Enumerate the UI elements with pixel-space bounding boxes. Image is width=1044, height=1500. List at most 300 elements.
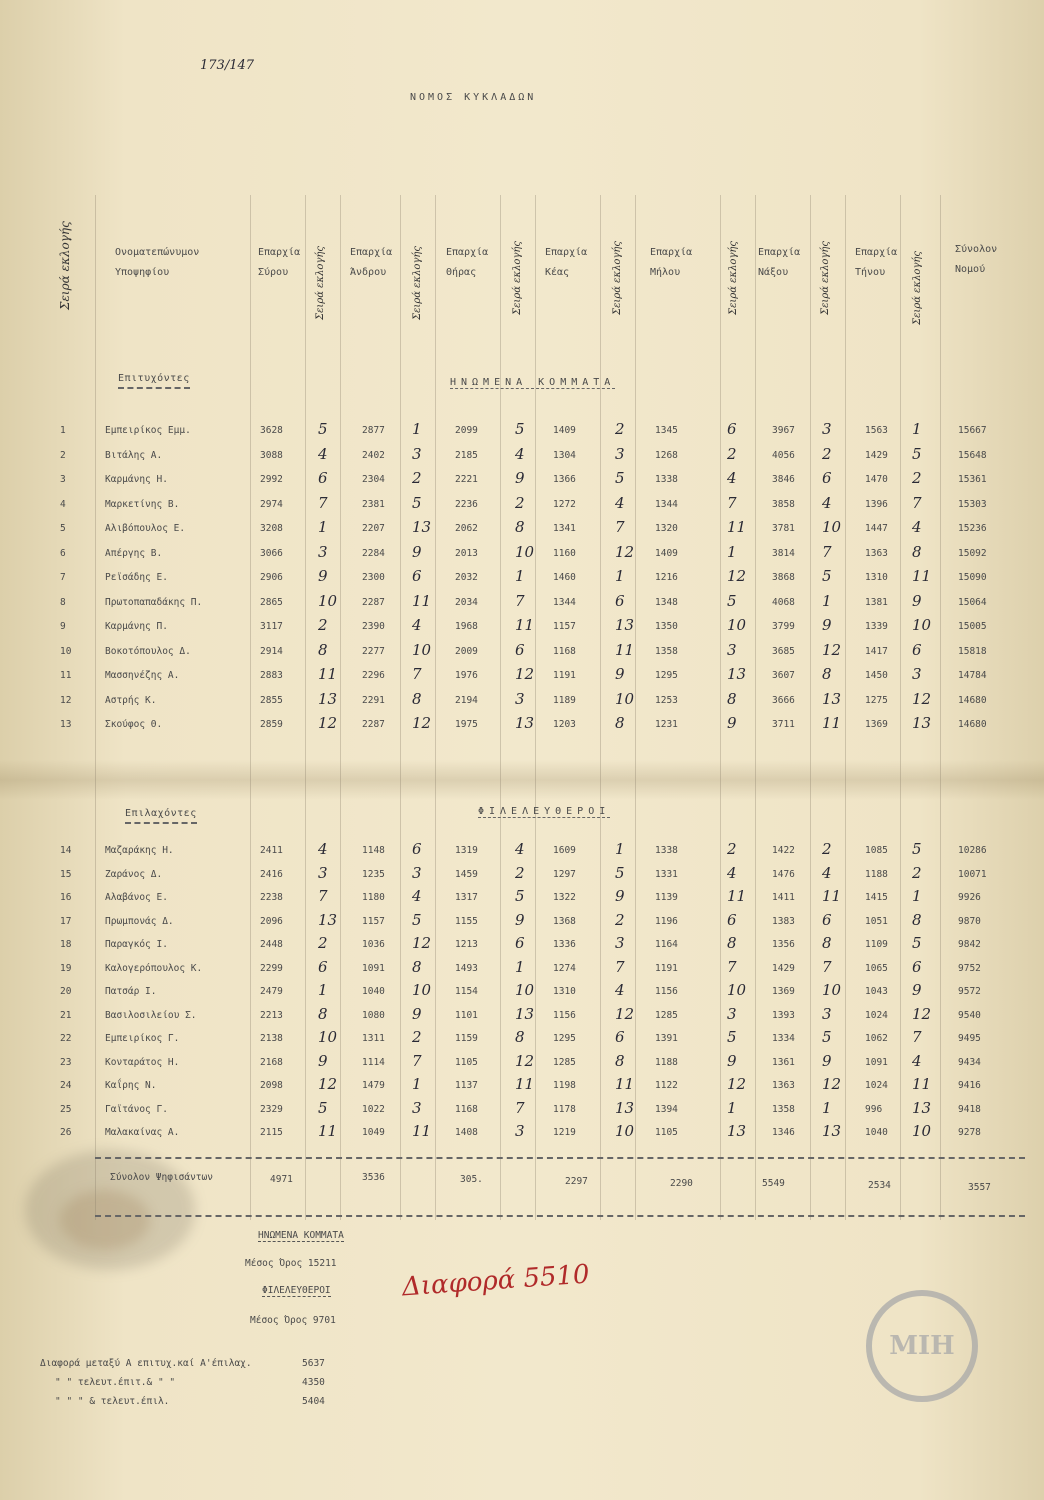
rank-cell: 8 [615,1051,625,1070]
rank-cell: 3 [318,863,328,882]
table-cell-naxos: 1356 [772,939,795,950]
table-cell-tinos: 1339 [865,621,888,632]
rank-cell: 1 [727,542,737,561]
totals-kea: 2297 [565,1176,588,1187]
rank-header: Σειρά εκλογής [728,240,739,315]
rank-cell: 9 [412,1004,422,1023]
table-cell-n: 9 [60,621,66,632]
section2-label: Επιλαχόντες [125,808,197,824]
rank-cell: 9 [412,542,422,561]
rank-cell: 7 [615,957,625,976]
rank-cell: 3 [318,542,328,561]
rank-cell: 2 [727,840,737,858]
table-cell-milos: 1253 [655,694,678,706]
rank-cell: 4 [515,840,525,858]
table-cell-naxos: 3967 [772,425,795,436]
naxos-header: Επαρχία Νάξου [758,247,801,278]
rank-cell: 6 [318,469,328,487]
table-cell-total: 9842 [958,939,981,950]
rank-cell: 10 [318,591,338,610]
rank-cell: 3 [412,863,422,882]
table-cell-naxos: 4056 [772,449,795,461]
rank-cell: 4 [727,863,737,882]
table-cell-milos: 1394 [655,1103,678,1115]
rank-cell: 10 [822,981,842,999]
rank-cell: 6 [515,640,525,659]
table-cell-syros: 3088 [260,449,283,461]
rank-cell: 6 [515,934,525,952]
table-cell-tinos: 1062 [865,1033,888,1044]
table-cell-n: 23 [60,1056,72,1068]
table-cell-thira: 2236 [455,498,478,510]
rank-cell: 4 [615,493,625,512]
table-cell-tinos: 1429 [865,449,888,461]
table-cell-total: 9278 [958,1127,981,1138]
table-cell-naxos: 1393 [772,1009,795,1021]
table-cell-n: 20 [60,986,72,997]
rank-cell: 12 [912,1004,932,1023]
table-cell-syros: 2138 [260,1033,283,1044]
rank-cell: 8 [912,910,922,929]
table-cell-total: 9870 [958,915,981,927]
rank-cell: 7 [412,1051,422,1070]
rank-cell: 5 [822,1028,832,1046]
rank-cell: 12 [515,1051,535,1070]
rank-cell: 13 [515,714,535,732]
table-cell-n: 2 [60,449,66,461]
table-cell-naxos: 3711 [772,719,795,730]
table-cell-total: 15361 [958,474,987,485]
rank-cell: 3 [412,444,422,463]
table-cell-milos: 1358 [655,645,678,657]
table-cell-naxos: 1476 [772,868,795,880]
table-cell-andros: 1036 [362,939,385,950]
rank-cell: 12 [822,640,842,659]
summary-avg1: Μέσος Όρος 15211 [245,1258,337,1269]
rank-cell: 4 [412,887,422,905]
rank-cell: 10 [727,616,747,634]
candidate-name: Πατσάρ Ι. [105,986,157,997]
table-cell-tinos: 1188 [865,868,888,880]
table-cell-andros: 1157 [362,915,385,927]
rank-cell: 4 [412,616,422,634]
rank-cell: 3 [912,665,922,683]
table-cell-syros: 2299 [260,962,283,974]
candidate-name: Καλογερόπουλος Κ. [105,962,203,974]
section1-label: Επιτυχόντες [118,373,190,389]
table-cell-tinos: 1563 [865,425,888,436]
rank-cell: 9 [822,616,832,634]
rank-cell: 1 [412,420,422,438]
totals-thira: 305. [460,1174,483,1185]
table-cell-naxos: 3607 [772,670,795,681]
rank-cell: 7 [615,518,625,536]
rank-cell: 10 [822,518,842,536]
rank-cell: 3 [515,689,525,708]
rank-cell: 7 [318,887,328,905]
diff-value-1: 5637 [302,1358,325,1369]
table-cell-andros: 2402 [362,449,385,461]
rank-cell: 7 [515,591,525,610]
table-cell-tinos: 1450 [865,670,888,681]
table-cell-thira: 2062 [455,523,478,534]
table-cell-thira: 1317 [455,892,478,903]
table-cell-syros: 2115 [260,1127,283,1138]
rank-cell: 12 [318,714,338,732]
rank-cell: 4 [515,444,525,463]
table-cell-n: 10 [60,645,72,657]
table-cell-n: 18 [60,939,72,950]
andros-header: Επαρχία Άνδρου [350,247,393,278]
summary-party2: ΦΙΛΕΛΕΥΘΕΡΟΙ [262,1285,331,1296]
candidate-name: Αλιβόπουλος Ε. [105,523,186,534]
rank-cell: 6 [318,957,328,976]
totals-syros: 4971 [270,1174,293,1185]
rank-cell: 10 [412,981,432,999]
table-cell-andros: 1311 [362,1033,385,1044]
table-cell-thira: 1155 [455,915,478,927]
document-title: ΝΟΜΟΣ ΚΥΚΛΑΔΩΝ [410,92,537,103]
table-cell-kea: 1203 [553,719,576,730]
table-cell-total: 10286 [958,845,987,856]
rank-cell: 9 [615,887,625,905]
rank-cell: 5 [318,420,328,438]
table-cell-kea: 1336 [553,939,576,950]
archive-logo: ΜΙΗ [866,1290,978,1402]
totals-andros: 3536 [362,1172,385,1183]
candidate-name: Καΐρης Ν. [105,1080,157,1091]
table-cell-andros: 2277 [362,645,385,657]
name-header: Ονοματεπώνυμον Υποψηφίου [115,247,200,278]
table-cell-andros: 1148 [362,845,385,856]
rank-cell: 2 [318,934,328,952]
table-cell-thira: 2013 [455,547,478,559]
rank-cell: 8 [822,934,832,952]
rank-cell: 5 [822,567,832,585]
table-cell-thira: 1105 [455,1056,478,1068]
table-cell-kea: 1310 [553,986,576,997]
candidate-name: Εμπειρίκος Εμμ. [105,425,191,436]
table-cell-tinos: 1051 [865,915,888,927]
rank-cell: 4 [822,863,832,882]
candidate-name: Απέργης Β. [105,547,163,559]
rank-cell: 7 [515,1098,525,1117]
table-cell-total: 14784 [958,670,987,681]
rank-cell: 3 [727,640,737,659]
rank-cell: 12 [515,665,535,683]
table-cell-kea: 1160 [553,547,576,559]
rank-cell: 1 [318,518,328,536]
table-cell-n: 24 [60,1080,72,1091]
candidate-name: Παραγκός Ι. [105,939,168,950]
rank-cell: 12 [822,1075,842,1093]
table-cell-n: 11 [60,670,72,681]
table-cell-syros: 2992 [260,474,283,485]
table-cell-thira: 1976 [455,670,478,681]
table-cell-n: 14 [60,845,72,856]
table-cell-andros: 2287 [362,719,385,730]
rank-cell: 5 [727,1028,737,1046]
rank-cell: 11 [822,887,842,905]
rank-cell: 10 [615,1122,635,1140]
table-cell-kea: 1344 [553,596,576,608]
rank-cell: 1 [912,887,922,905]
rank-cell: 3 [615,444,625,463]
rank-header: Σειρά εκλογής [315,245,326,320]
rank-cell: 5 [615,469,625,487]
table-cell-milos: 1320 [655,523,678,534]
table-cell-milos: 1348 [655,596,678,608]
rank-cell: 6 [822,910,832,929]
rank-cell: 12 [412,714,432,732]
rank-header: Σειρά εκλογής [912,250,923,325]
table-cell-kea: 1322 [553,892,576,903]
table-cell-n: 8 [60,596,66,608]
candidate-name: Καρμάνης Η. [105,474,168,485]
table-cell-kea: 1178 [553,1103,576,1115]
diff-row-3: " " " & τελευτ.έπιλ. [55,1396,170,1407]
totals-label: Σύνολον Ψηφισάντων [110,1172,213,1183]
table-cell-milos: 1139 [655,892,678,903]
table-cell-milos: 1105 [655,1127,678,1138]
table-cell-n: 12 [60,694,72,706]
table-cell-tinos: 1275 [865,694,888,706]
diff-row-2: " " τελευτ.έπιτ.& " " [55,1377,176,1388]
table-cell-syros: 2883 [260,670,283,681]
rank-cell: 9 [515,469,525,487]
rank-cell: 2 [912,469,922,487]
table-cell-andros: 1022 [362,1103,385,1115]
rank-cell: 2 [615,420,625,438]
table-cell-kea: 1157 [553,621,576,632]
table-cell-n: 22 [60,1033,72,1044]
table-cell-thira: 1493 [455,962,478,974]
rank-cell: 5 [412,910,422,929]
rank-cell: 4 [615,981,625,999]
rank-cell: 13 [615,1098,635,1117]
table-cell-total: 9926 [958,892,981,903]
table-cell-thira: 1168 [455,1103,478,1115]
rank-cell: 9 [822,1051,832,1070]
table-cell-tinos: 1065 [865,962,888,974]
thira-header: Επαρχία Θήρας [446,247,489,278]
table-cell-thira: 1213 [455,939,478,950]
table-cell-naxos: 3814 [772,547,795,559]
rank-cell: 7 [318,493,328,512]
rank-cell: 7 [727,493,737,512]
table-cell-tinos: 1085 [865,845,888,856]
page-fold [0,760,1044,800]
table-cell-syros: 2974 [260,498,283,510]
rank-cell: 6 [912,640,922,659]
table-cell-milos: 1268 [655,449,678,461]
rank-cell: 13 [318,910,338,929]
table-cell-andros: 1049 [362,1127,385,1138]
rank-cell: 2 [515,493,525,512]
rank-cell: 10 [318,1028,338,1046]
table-cell-total: 9572 [958,986,981,997]
table-cell-kea: 1189 [553,694,576,706]
table-cell-total: 15648 [958,449,987,461]
rank-cell: 5 [912,840,922,858]
table-cell-tinos: 1470 [865,474,888,485]
table-cell-n: 25 [60,1103,72,1115]
rank-cell: 12 [615,542,635,561]
table-cell-naxos: 3685 [772,645,795,657]
rank-cell: 13 [727,1122,747,1140]
rank-cell: 8 [412,957,422,976]
rank-cell: 7 [822,542,832,561]
table-cell-tinos: 1040 [865,1127,888,1138]
table-cell-andros: 1235 [362,868,385,880]
rank-cell: 4 [912,518,922,536]
table-cell-syros: 2855 [260,694,283,706]
rank-cell: 8 [318,1004,328,1023]
table-cell-total: 15092 [958,547,987,559]
rank-header: Σειρά εκλογής [820,240,831,315]
rank-header: Σειρά εκλογής [412,245,423,320]
rank-cell: 8 [515,518,525,536]
table-cell-naxos: 3846 [772,474,795,485]
syros-header: Επαρχία Σύρου [258,247,301,278]
rank-cell: 8 [615,714,625,732]
table-cell-kea: 1409 [553,425,576,436]
candidate-name: Αστρής Κ. [105,694,157,706]
rank-cell: 5 [412,493,422,512]
rank-cell: 6 [615,1028,625,1046]
table-cell-milos: 1338 [655,845,678,856]
candidate-name: Μαλακαίνας Α. [105,1127,180,1138]
table-cell-tinos: 1043 [865,986,888,997]
table-cell-andros: 1479 [362,1080,385,1091]
rank-cell: 13 [412,518,432,536]
table-cell-naxos: 1358 [772,1103,795,1115]
rank-cell: 13 [912,1098,932,1117]
table-cell-andros: 2287 [362,596,385,608]
table-cell-total: 9752 [958,962,981,974]
table-cell-naxos: 1429 [772,962,795,974]
table-cell-n: 4 [60,498,66,510]
rank-cell: 13 [822,689,842,708]
table-cell-n: 16 [60,892,72,903]
table-cell-kea: 1609 [553,845,576,856]
table-cell-andros: 2291 [362,694,385,706]
rank-cell: 11 [515,1075,535,1093]
table-cell-n: 3 [60,474,66,485]
table-cell-naxos: 1411 [772,892,795,903]
rank-cell: 8 [727,934,737,952]
rank-cell: 11 [912,1075,932,1093]
table-cell-syros: 2859 [260,719,283,730]
candidate-name: Καρμάνης Π. [105,621,168,632]
rank-cell: 11 [912,567,932,585]
rank-cell: 8 [912,542,922,561]
table-cell-tinos: 1447 [865,523,888,534]
table-cell-syros: 2416 [260,868,283,880]
table-cell-andros: 2390 [362,621,385,632]
table-cell-andros: 2296 [362,670,385,681]
table-cell-tinos: 1091 [865,1056,888,1068]
table-cell-thira: 1159 [455,1033,478,1044]
rank-cell: 11 [318,1122,338,1140]
table-cell-n: 6 [60,547,66,559]
table-cell-total: 9418 [958,1103,981,1115]
table-cell-milos: 1345 [655,425,678,436]
table-cell-total: 15064 [958,596,987,608]
table-cell-n: 5 [60,523,66,534]
table-cell-tinos: 1024 [865,1009,888,1021]
table-cell-naxos: 1346 [772,1127,795,1138]
rank-cell: 11 [615,1075,635,1093]
table-cell-total: 9540 [958,1009,981,1021]
table-cell-tinos: 1024 [865,1080,888,1091]
rank-cell: 10 [412,640,432,659]
table-cell-syros: 2448 [260,939,283,950]
table-cell-n: 17 [60,915,72,927]
rank-cell: 8 [412,689,422,708]
table-cell-n: 19 [60,962,72,974]
rank-cell: 12 [615,1004,635,1023]
table-cell-thira: 1101 [455,1009,478,1021]
rank-cell: 3 [615,934,625,952]
table-cell-total: 9434 [958,1056,981,1068]
rank-cell: 10 [615,689,635,708]
rank-cell: 5 [912,444,922,463]
table-cell-milos: 1122 [655,1080,678,1091]
table-cell-syros: 2865 [260,596,283,608]
table-cell-kea: 1285 [553,1056,576,1068]
table-cell-thira: 1968 [455,621,478,632]
rank-cell: 5 [515,887,525,905]
rank-cell: 7 [412,665,422,683]
table-cell-total: 15303 [958,498,987,510]
table-cell-kea: 1366 [553,474,576,485]
rank-cell: 9 [727,714,737,732]
rank-cell: 2 [412,469,422,487]
rank-cell: 3 [515,1122,525,1140]
candidate-name: Σκούφος Θ. [105,719,163,730]
rank-cell: 3 [822,1004,832,1023]
rank-cell: 13 [515,1004,535,1023]
table-cell-total: 14680 [958,719,987,730]
rank-cell: 6 [412,840,422,858]
diff-value-2: 4350 [302,1377,325,1388]
table-cell-tinos: 1417 [865,645,888,657]
table-cell-naxos: 1361 [772,1056,795,1068]
table-cell-naxos: 3799 [772,621,795,632]
table-cell-naxos: 3858 [772,498,795,510]
rank-cell: 12 [412,934,432,952]
table-cell-milos: 1295 [655,670,678,681]
candidate-name: Γαϊτάνος Γ. [105,1103,168,1115]
rank-cell: 2 [822,444,832,463]
total-header: Σύνολον Νομού [955,244,998,275]
rank-cell: 12 [727,567,747,585]
table-cell-milos: 1196 [655,915,678,927]
table-cell-milos: 1391 [655,1033,678,1044]
table-cell-syros: 2238 [260,892,283,903]
table-cell-tinos: 1381 [865,596,888,608]
rank-cell: 6 [727,910,737,929]
rank-cell: 3 [727,1004,737,1023]
rank-cell: 10 [912,1122,932,1140]
table-cell-naxos: 3666 [772,694,795,706]
rank-cell: 11 [412,591,432,610]
table-cell-total: 15090 [958,572,987,583]
table-cell-tinos: 1310 [865,572,888,583]
table-cell-thira: 2194 [455,694,478,706]
table-cell-kea: 1295 [553,1033,576,1044]
